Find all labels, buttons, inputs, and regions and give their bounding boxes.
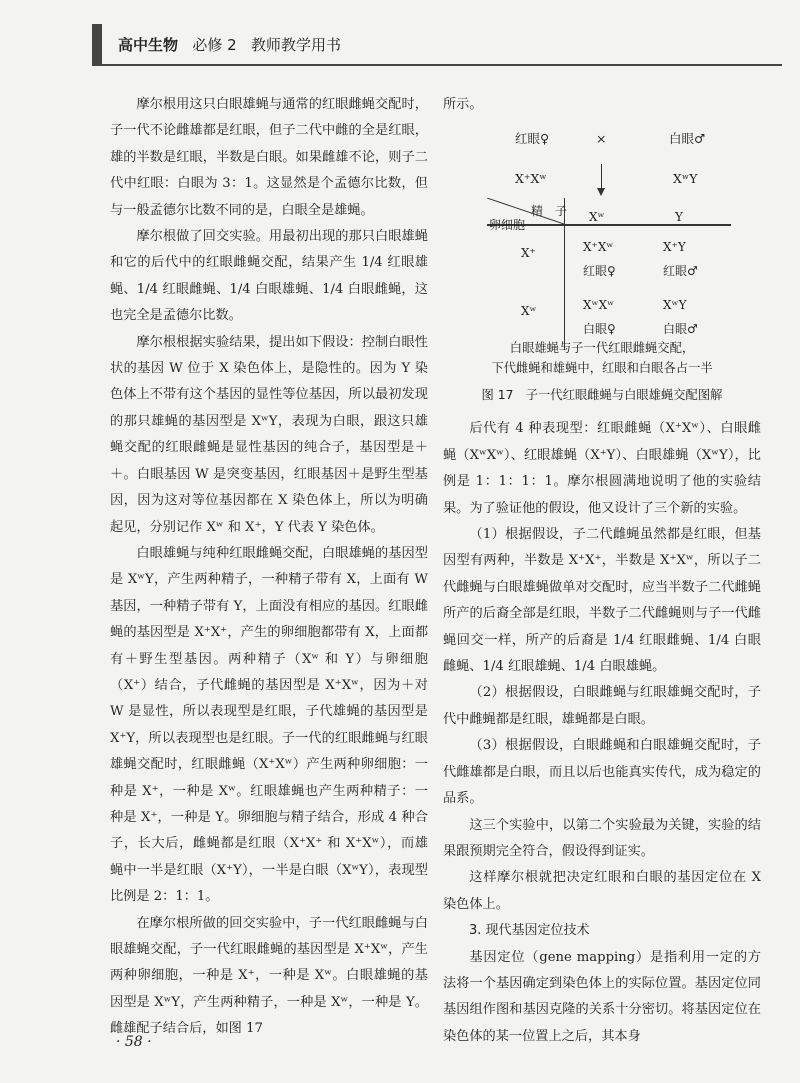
cell-11-genotype: X⁺Xʷ — [583, 240, 614, 255]
left-paragraph-4: 白眼雄蝇与纯种红眼雌蝇交配，白眼雄蝇的基因型是 XʷY，产生两种精子，一种精子带有 X，上面有 W 基因，一种精子带有 Y，上面没有相应的基因。红眼雌蝇的基因型是 X⁺X⁺，产生的卵细胞都带有 X，上面都有＋野生型基因。两种精子（Xʷ 和 Y）与卵细胞（X⁺）结合，子代雌蝇的基因型是 X⁺Xʷ，因为＋对 W 是显性，所以表现型是红眼，子代雄蝇的基因型是 X⁺Y，所以表现型也是红眼。子一代的红眼雌蝇与红眼雄蝇交配时，红眼雌蝇（X⁺Xʷ）产生两种卵细胞：一种是 X⁺，一种是 Xʷ。红眼雄蝇也产生两种精子：一种是 X⁺，一种是 Y。卵细胞与精子结合，形成 4 种合子，长大后，雌蝇都是红眼（X⁺X⁺ 和 X⁺Xʷ），而雄蝇中一半是红眼（X⁺Y），一半是白眼（XʷY），表现型比例是 2：1：1。 — [110, 545, 428, 905]
cell-22-phenotype: 白眼♂ — [663, 322, 698, 337]
left-paragraph-2: 摩尔根做了回交实验。用最初出现的那只白眼雄蝇和它的后代中的红眼雌蝇交配，结果产生 1/4 红眼雄蝇、1/4 红眼雌蝇、1/4 白眼雄蝇、1/4 白眼雌蝇，这也完全是孟德尔比数。 — [110, 229, 428, 324]
parent-female: 红眼♀ — [515, 131, 550, 147]
section-paragraph: 基因定位（gene mapping）是指利用一定的方法将一个基因确定到染色体上的实际位置。基因定位同基因组作图和基因克隆的关系十分密切。将基因定位在染色体的某一位置上之后，其本身 — [443, 949, 761, 1044]
header-sperm: 精 子 — [531, 204, 568, 219]
cell-21-genotype: XʷXʷ — [583, 298, 615, 313]
cell-21-phenotype: 白眼♀ — [583, 322, 616, 337]
figure-caption-line-1: 白眼雄蝇与子一代红眼雌蝇交配， — [509, 341, 695, 356]
left-paragraph-1: 摩尔根用这只白眼雄蝇与通常的红眼雌蝇交配时，子一代不论雌雄都是红眼，但子二代中雌的全是红眼，雄的半数是红眼，半数是白眼。如果雌雄不论，则子二代中红眼：白眼为 3：1。这显然是个孟德尔比数，但与一般孟德尔比数不同的是，白眼全是雄蝇。 — [110, 97, 428, 218]
cell-22-genotype: XʷY — [663, 298, 687, 313]
page-number: · 58 · — [116, 1034, 152, 1050]
header-bar — [92, 24, 102, 64]
header-egg: 卵细胞 — [489, 218, 526, 233]
sperm-2: Y — [675, 210, 683, 225]
left-paragraph-3: 摩尔根根据实验结果，提出如下假设：控制白眼性状的基因 W 位于 X 染色体上，是隐性的。因为 Y 染色体上不带有这个基因的显性等位基因，所以最初发现的那只雄蝇的基因型是 XʷY，表现为白眼，跟这只雄蝇交配的红眼雌蝇是显性基因的纯合子，基因型是＋＋。白眼基因 W 是突变基因，红眼基因＋是野生型基因，因为这对等位基因都在 X 染色体上，所以为明确起见，分别记作 Xʷ 和 X⁺，Y 代表 Y 染色体。 — [110, 334, 428, 535]
parent-male: 白眼♂ — [669, 131, 706, 147]
right-paragraph-5: 这三个实验中，以第二个实验最为关键，实验的结果跟预期完全符合，假设得到证实。 — [443, 817, 761, 859]
right-continuation: 所示。 — [443, 97, 483, 112]
right-paragraph-4: （3）根据假设，白眼雌蝇和白眼雄蝇交配时，子代雌雄都是白眼，而且以后也能真实传代，成为稳定的品系。 — [443, 738, 761, 807]
figure-17-cross-diagram — [443, 120, 761, 410]
cell-12-genotype: X⁺Y — [663, 240, 686, 255]
section-heading: 3. 现代基因定位技术 — [469, 923, 590, 939]
right-paragraph-1: 后代有 4 种表现型：红眼雌蝇（X⁺Xʷ）、白眼雌蝇（XʷXʷ）、红眼雄蝇（X⁺Y）、白眼雄蝇（XʷY），比例是 1：1：1：1。摩尔根圆满地说明了他的实验结果。为了验证他的假设，他又设计了三个新的实验。 — [443, 421, 761, 516]
genotype-female: X⁺Xʷ — [515, 171, 547, 187]
header-title — [118, 34, 341, 55]
running-header — [92, 24, 782, 64]
header-volume: 必修 2 — [192, 36, 237, 54]
left-column — [110, 92, 428, 1043]
egg-2: Xʷ — [521, 304, 537, 319]
cross-arrow-line — [601, 164, 602, 190]
header-rule — [92, 64, 782, 66]
header-book: 高中生物 — [118, 36, 179, 54]
figure-caption-line-2: 下代雌蝇和雄蝇中，红眼和白眼各占一半 — [491, 361, 713, 376]
right-paragraph-3: （2）根据假设，白眼雌蝇与红眼雄蝇交配时，子代中雌蝇都是红眼，雄蝇都是白眼。 — [443, 685, 761, 727]
left-paragraph-5: 在摩尔根所做的回交实验中，子一代红眼雌蝇与白眼雄蝇交配，子一代红眼雌蝇的基因型是 X⁺Xʷ，产生两种卵细胞，一种是 X⁺，一种是 Xʷ。白眼雄蝇的基因型是 XʷY，产生两种精子，一种是 Xʷ，一种是 Y。雌雄配子结合后，如图 17 — [110, 915, 428, 1037]
cross-symbol: × — [596, 131, 607, 147]
right-paragraph-6: 这样摩尔根就把决定红眼和白眼的基因定位在 X 染色体上。 — [443, 870, 761, 912]
cell-11-phenotype: 红眼♀ — [583, 264, 616, 279]
sperm-1: Xʷ — [589, 210, 605, 225]
egg-1: X⁺ — [521, 246, 536, 261]
right-paragraph-2: （1）根据假设，子二代雌蝇虽然都是红眼，但基因型有两种，半数是 X⁺X⁺，半数是 X⁺Xʷ，所以子二代雌蝇与白眼雄蝇做单对交配时，应当半数子二代雌蝇所产的后裔全部是红眼，半数子二代雌蝇则与子一代雌蝇回交一样，所产的后裔是 1/4 红眼雌蝇、1/4 白眼雌蝇、1/4 红眼雄蝇、1/4 白眼雄蝇。 — [443, 527, 761, 675]
figure-label: 图 17 子一代红眼雌蝇与白眼雄蝇交配图解 — [481, 388, 723, 403]
header-type: 教师教学用书 — [250, 36, 341, 54]
right-column — [443, 92, 761, 1050]
cell-12-phenotype: 红眼♂ — [663, 264, 698, 279]
genotype-male: XʷY — [673, 171, 698, 187]
cross-arrow-head — [597, 188, 605, 196]
